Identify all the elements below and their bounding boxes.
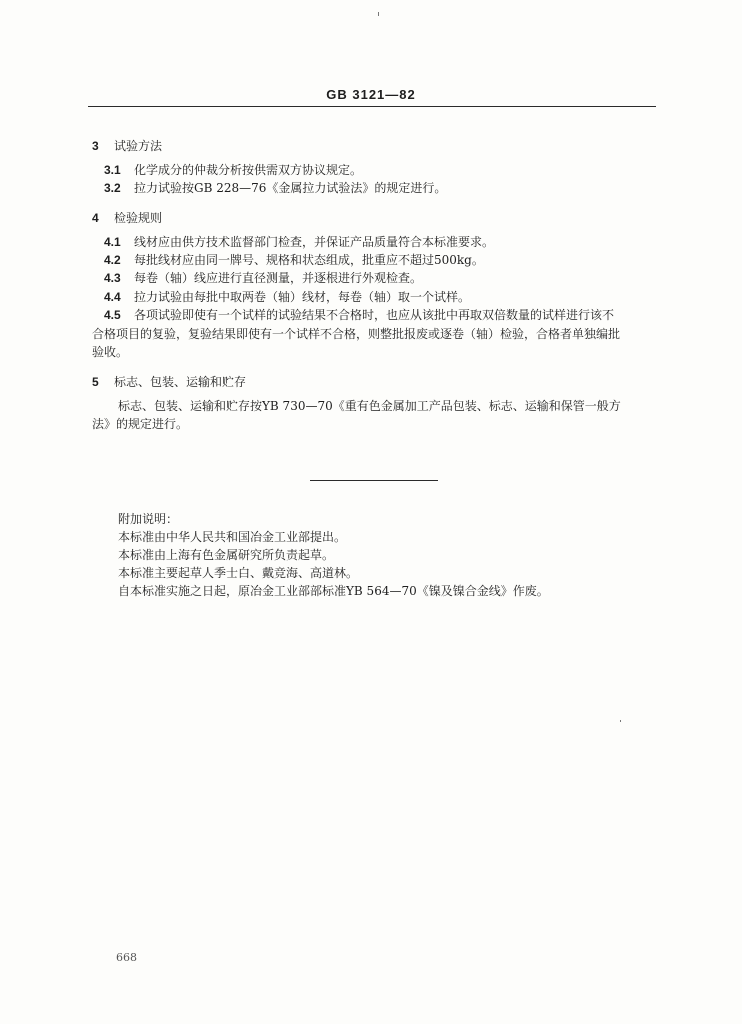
clause-number: 4.3 [104,271,121,285]
section-5-paragraph: 法》的规定进行。 [92,417,189,431]
section-title: 试验方法 [114,139,163,153]
page-number: 668 [116,951,137,964]
section-number: 3 [92,139,99,153]
clause-text: 拉力试验按GB 228—76《金属拉力试验法》的规定进行。 [134,181,447,195]
clause-4-5-continuation: 合格项目的复验，复验结果即使有一个试样不合格，则整批报废或逐卷（轴）检验，合格者单独编批 [92,327,621,341]
section-5-paragraph: 标志、包装、运输和贮存按YB 730—70《重有色金属加工产品包装、标志、运输和保管一般方 [118,399,621,413]
section-3-heading [92,137,162,155]
clause-3-1 [104,161,362,179]
clause-number: 4.1 [104,235,121,249]
clause-4-1 [104,233,494,251]
clause-4-2 [104,251,484,269]
clause-4-5 [104,306,614,324]
clause-number: 4.4 [104,290,121,304]
clause-text: 化学成分的仲裁分析按供需双方协议规定。 [134,163,363,177]
section-4-heading [92,209,162,227]
section-number: 4 [92,211,99,225]
section-title: 标志、包装、运输和贮存 [114,375,247,389]
section-5-heading [92,373,246,391]
scan-speck [620,720,621,722]
clause-number: 3.1 [104,163,121,177]
notes-title: 附加说明： [118,512,179,526]
clause-text: 拉力试验由每批中取两卷（轴）线材，每卷（轴）取一个试样。 [134,290,471,304]
note-line: 本标准由上海有色金属研究所负责起草。 [118,548,335,562]
clause-4-5-continuation: 验收。 [92,345,129,359]
scan-speck [378,12,379,16]
note-line: 自本标准实施之日起，原冶金工业部部标准YB 564—70《镍及镍合金线》作废。 [118,584,549,598]
clause-number: 3.2 [104,181,121,195]
clause-3-2 [104,179,446,197]
note-line: 本标准主要起草人季士白、戴竞海、高道林。 [118,566,359,580]
clause-number: 4.2 [104,253,121,267]
clause-4-3 [104,269,422,287]
clause-number: 4.5 [104,308,121,322]
clause-4-4 [104,288,470,306]
standard-code-header: GB 3121—82 [326,87,416,102]
clause-text: 每卷（轴）线应进行直径测量，并逐根进行外观检查。 [134,271,423,285]
section-title: 检验规则 [114,211,163,225]
separator-rule [310,480,438,481]
note-line: 本标准由中华人民共和国冶金工业部提出。 [118,530,347,544]
clause-text: 每批线材应由同一牌号、规格和状态组成，批重应不超过500kg。 [134,253,484,267]
clause-text: 各项试验即使有一个试样的试验结果不合格时，也应从该批中再取双倍数量的试样进行该不 [134,308,615,322]
header-rule [88,106,656,107]
clause-text: 线材应由供方技术监督部门检查，并保证产品质量符合本标准要求。 [134,235,495,249]
section-number: 5 [92,375,99,389]
